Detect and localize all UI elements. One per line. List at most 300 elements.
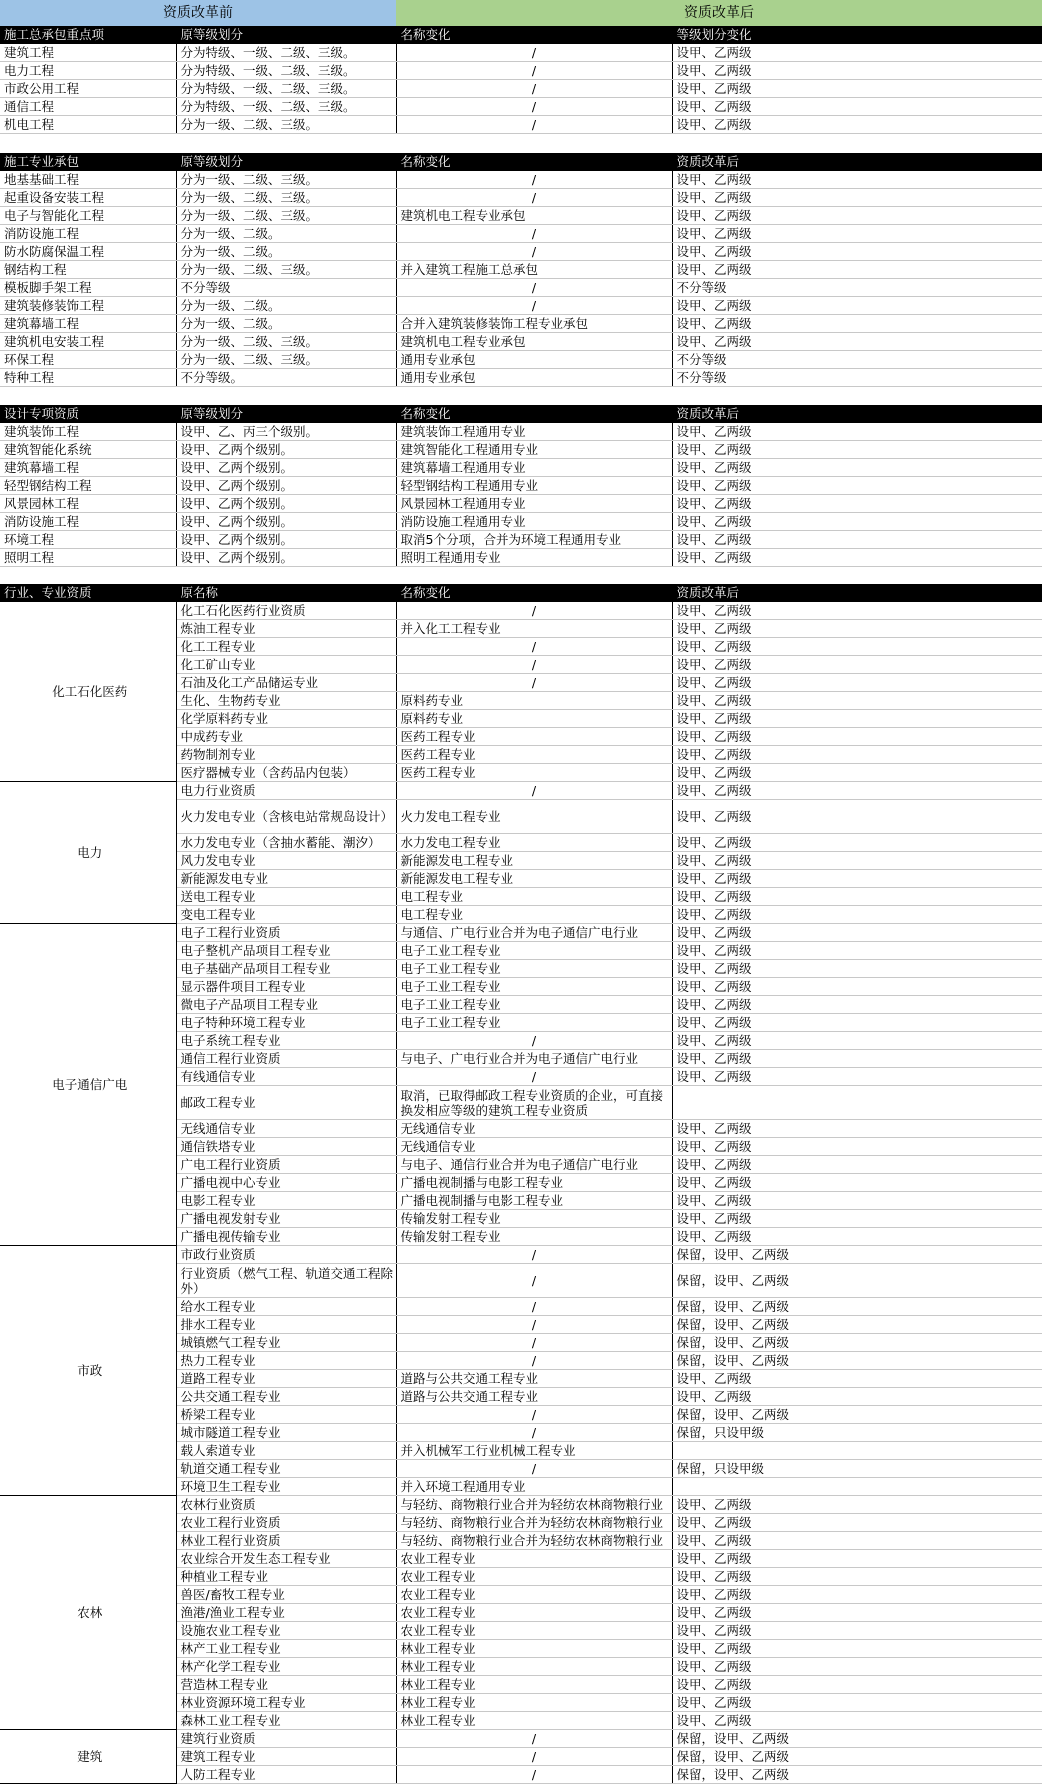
table-cell: / [396,656,672,674]
table-cell: 设甲、乙两级 [672,710,1042,728]
table-cell: 公共交通工程专业 [176,1388,396,1406]
table-cell: 环境卫生工程专业 [176,1478,396,1496]
table-cell: 设甲、乙两级 [672,62,1042,80]
table-cell: 风力发电专业 [176,852,396,870]
table-cell: 电子工业工程专业 [396,1014,672,1032]
table-cell: 设甲、乙两个级别。 [176,441,396,459]
table-cell: 设甲、乙两级 [672,1068,1042,1086]
table-cell: 消防设施工程 [0,225,176,243]
table-cell: 传输发射工程专业 [396,1228,672,1246]
table-cell: 设甲、乙两级 [672,978,1042,996]
table-cell: 设甲、乙两级 [672,1658,1042,1676]
table-cell: 通用专业承包 [396,351,672,369]
column-header: 原等级划分 [176,26,396,44]
table-row [0,189,1042,207]
header-row [0,26,1042,44]
table-cell: 广电工程行业资质 [176,1156,396,1174]
table-row [0,369,1042,387]
table-cell: 森林工业工程专业 [176,1712,396,1730]
table-cell: 设甲、乙两个级别。 [176,513,396,531]
top-header-bar [0,0,1042,26]
table-cell: / [396,171,672,189]
group-label: 建筑 [0,1730,176,1784]
table-cell [672,1478,1042,1496]
table-cell: 无线通信专业 [176,1120,396,1138]
table-cell: 建筑机电安装工程 [0,333,176,351]
group-label: 电子通信广电 [0,924,176,1246]
table-cell: 设甲、乙两级 [672,1514,1042,1532]
table-cell: 建筑机电工程专业承包 [396,207,672,225]
table-cell: 设甲、乙两级 [672,315,1042,333]
table-cell: 与轻纺、商物粮行业合并为轻纺农林商物粮行业 [396,1514,672,1532]
table-row [0,495,1042,513]
table-cell: 电工程专业 [396,906,672,924]
table-cell: / [396,116,672,134]
header-before: 资质改革前 [0,0,396,26]
table-cell: 电子工业工程专业 [396,978,672,996]
table-cell: 医疗器械专业（含药品内包装） [176,764,396,782]
table-cell: 送电工程专业 [176,888,396,906]
table-design-specialty [0,405,1042,567]
table-row [0,279,1042,297]
table-cell: 设甲、乙两级 [672,870,1042,888]
table-row [0,243,1042,261]
table-cell: 保留，设甲、乙两级 [672,1264,1042,1298]
table-cell: 保留，设甲、乙两级 [672,1352,1042,1370]
table-cell: 设甲、乙两级 [672,906,1042,924]
table-cell: 电子工业工程专业 [396,996,672,1014]
table-row [0,549,1042,567]
table-cell: 并入环境工程通用专业 [396,1478,672,1496]
table-cell: 设施农业工程专业 [176,1622,396,1640]
table-cell: / [396,44,672,62]
table-cell: 消防设施工程 [0,513,176,531]
table-cell: 设甲、乙两级 [672,728,1042,746]
table-cell: 广播电视中心专业 [176,1174,396,1192]
table-cell: 设甲、乙两个级别。 [176,495,396,513]
table-cell: 取消5个分项，合并为环境工程通用专业 [396,531,672,549]
table-cell: 保留，设甲、乙两级 [672,1730,1042,1748]
table-cell: 通信铁塔专业 [176,1138,396,1156]
table-cell: 保留，设甲、乙两级 [672,1334,1042,1352]
table-cell: 分为一级、二级、三级。 [176,171,396,189]
table-cell: 给水工程专业 [176,1298,396,1316]
table-cell: 分为一级、二级。 [176,243,396,261]
table-cell: 化工石化医药行业资质 [176,602,396,620]
table-cell: 设甲、乙两级 [672,441,1042,459]
table-cell: / [396,1406,672,1424]
table-cell: 不分等级 [176,279,396,297]
column-header: 名称变化 [396,153,672,171]
table-cell: 分为一级、二级、三级。 [176,333,396,351]
table-cell: 原料药专业 [396,710,672,728]
column-header: 资质改革后 [672,584,1042,602]
table-cell: 设甲、乙两级 [672,602,1042,620]
table-cell: 保留，设甲、乙两级 [672,1406,1042,1424]
table-row [0,1246,1042,1264]
table-cell: / [396,1352,672,1370]
table-cell: 设甲、乙两级 [672,1138,1042,1156]
table-cell: 林业资源环境工程专业 [176,1694,396,1712]
table-cell: 新能源发电专业 [176,870,396,888]
table-cell: 保留，设甲、乙两级 [672,1316,1042,1334]
table-cell: 建筑智能化系统 [0,441,176,459]
table-cell: 照明工程通用专业 [396,549,672,567]
table-cell: 分为特级、一级、二级、三级。 [176,44,396,62]
table-cell: 建筑装饰工程 [0,423,176,441]
table-cell: / [396,674,672,692]
table-cell: 设甲、乙两级 [672,1174,1042,1192]
table-row [0,1730,1042,1748]
table-cell: 水力发电专业（含抽水蓄能、潮汐） [176,834,396,852]
table-row [0,44,1042,62]
table-cell: 农业工程专业 [396,1550,672,1568]
column-header: 名称变化 [396,584,672,602]
table-row [0,80,1042,98]
table-cell: 与电子、通信行业合并为电子通信广电行业 [396,1156,672,1174]
table-cell: 设甲、乙两级 [672,924,1042,942]
table-cell: 显示器件项目工程专业 [176,978,396,996]
table-cell: 特种工程 [0,369,176,387]
table-cell: 中成药专业 [176,728,396,746]
table-cell: 设甲、乙、丙三个级别。 [176,423,396,441]
table-cell: 风景园林工程 [0,495,176,513]
table-cell: 化工工程专业 [176,638,396,656]
table-cell: 市政公用工程 [0,80,176,98]
table-row [0,207,1042,225]
table-cell: 林业工程专业 [396,1712,672,1730]
table-cell: 保留，设甲、乙两级 [672,1246,1042,1264]
table-cell: 环境工程 [0,531,176,549]
table-cell: 设甲、乙两级 [672,495,1042,513]
table-cell: 农业工程专业 [396,1622,672,1640]
table-cell: 渔港/渔业工程专业 [176,1604,396,1622]
table-cell: 设甲、乙两级 [672,189,1042,207]
table-cell: 林业工程行业资质 [176,1532,396,1550]
table-cell: 设甲、乙两级 [672,1228,1042,1246]
table-cell: 载人索道专业 [176,1442,396,1460]
table-cell: 地基基础工程 [0,171,176,189]
table-row [0,477,1042,495]
table-cell: 分为一级、二级、三级。 [176,116,396,134]
table-cell: 设甲、乙两级 [672,1640,1042,1658]
table-cell: 钢结构工程 [0,261,176,279]
table-cell: / [396,1032,672,1050]
table-cell: 设甲、乙两级 [672,996,1042,1014]
table-cell: 不分等级。 [176,369,396,387]
table-cell: 种植业工程专业 [176,1568,396,1586]
table-cell: / [396,1298,672,1316]
table-cell: 设甲、乙两级 [672,1370,1042,1388]
table-cell: 变电工程专业 [176,906,396,924]
table-cell: 电力行业资质 [176,782,396,800]
table-cell: 并入化工工程专业 [396,620,672,638]
table-cell: 电子工业工程专业 [396,942,672,960]
table-cell: 分为一级、二级、三级。 [176,207,396,225]
table-cell: 设甲、乙两个级别。 [176,549,396,567]
table-cell: 药物制剂专业 [176,746,396,764]
table-cell: 防水防腐保温工程 [0,243,176,261]
column-header: 原等级划分 [176,405,396,423]
table-cell: 设甲、乙两个级别。 [176,459,396,477]
table-cell: / [396,1748,672,1766]
table-cell: / [396,279,672,297]
table-cell: 林业工程专业 [396,1676,672,1694]
table-cell: / [396,1766,672,1784]
table-cell: 分为特级、一级、二级、三级。 [176,98,396,116]
table-cell: 不分等级 [672,279,1042,297]
table-cell: 轻型钢结构工程通用专业 [396,477,672,495]
table-row [0,513,1042,531]
table-industry-qualification [0,584,1042,1784]
table-cell: 设甲、乙两级 [672,531,1042,549]
table-cell: / [396,80,672,98]
table-row [0,441,1042,459]
table-cell: / [396,1316,672,1334]
table-cell: 设甲、乙两级 [672,960,1042,978]
table-cell: 电子与智能化工程 [0,207,176,225]
table-cell: 道路与公共交通工程专业 [396,1388,672,1406]
table-cell: 设甲、乙两个级别。 [176,477,396,495]
table-cell: 建筑装修装饰工程 [0,297,176,315]
table-cell: 新能源发电工程专业 [396,852,672,870]
table-cell: / [396,638,672,656]
table-cell: 取消，已取得邮政工程专业资质的企业，可直接换发相应等级的建筑工程专业资质 [396,1086,672,1120]
table-cell: 原料药专业 [396,692,672,710]
table-cell: 设甲、乙两级 [672,513,1042,531]
table-cell: 电子工业工程专业 [396,960,672,978]
table-cell: 分为一级、二级、三级。 [176,189,396,207]
table-cell: / [396,782,672,800]
table-cell: 设甲、乙两级 [672,656,1042,674]
column-header: 名称变化 [396,405,672,423]
table-cell: 微电子产品项目工程专业 [176,996,396,1014]
header-after: 资质改革后 [396,0,1042,26]
table-cell: 电子工程行业资质 [176,924,396,942]
table-cell: 设甲、乙两级 [672,638,1042,656]
table-cell: 无线通信专业 [396,1120,672,1138]
table-cell: 建筑智能化工程通用专业 [396,441,672,459]
table-cell: 设甲、乙两级 [672,1050,1042,1068]
table-cell: 保留，设甲、乙两级 [672,1748,1042,1766]
table-row [0,62,1042,80]
table-cell: 广播电视传输专业 [176,1228,396,1246]
table-cell: 电影工程专业 [176,1192,396,1210]
table-cell: 与通信、广电行业合并为电子通信广电行业 [396,924,672,942]
table-cell: / [396,1264,672,1298]
table-cell: 设甲、乙两级 [672,1604,1042,1622]
column-header: 资质改革后 [672,405,1042,423]
table-cell: 设甲、乙两级 [672,1032,1042,1050]
table-cell: 广播电视发射专业 [176,1210,396,1228]
table-cell: 照明工程 [0,549,176,567]
table-cell: 设甲、乙两级 [672,477,1042,495]
table-cell: 生化、生物药专业 [176,692,396,710]
table-cell: 广播电视制播与电影工程专业 [396,1192,672,1210]
table-cell: 起重设备安装工程 [0,189,176,207]
table-cell: 医药工程专业 [396,728,672,746]
table-cell: 与轻纺、商物粮行业合并为轻纺农林商物粮行业 [396,1532,672,1550]
table-cell: 火力发电工程专业 [396,800,672,834]
table-cell: 合并入建筑装修装饰工程专业承包 [396,315,672,333]
column-header: 名称变化 [396,26,672,44]
table-cell: 设甲、乙两级 [672,620,1042,638]
table-cell: 桥梁工程专业 [176,1406,396,1424]
table-cell: 电力工程 [0,62,176,80]
table-cell: 设甲、乙两级 [672,98,1042,116]
table-cell: / [396,1424,672,1442]
table-cell: / [396,1068,672,1086]
table-specialty-contracting [0,153,1042,387]
table-cell: 农业工程专业 [396,1586,672,1604]
table-cell: 市政行业资质 [176,1246,396,1264]
table-cell: 设甲、乙两级 [672,1586,1042,1604]
table-cell: 林产化学工程专业 [176,1658,396,1676]
table-cell: 消防设施工程通用专业 [396,513,672,531]
table-cell: 分为特级、一级、二级、三级。 [176,62,396,80]
table-cell: 不分等级 [672,369,1042,387]
table-cell: 设甲、乙两级 [672,746,1042,764]
table-cell: 设甲、乙两级 [672,1496,1042,1514]
table-cell: 设甲、乙两级 [672,116,1042,134]
table-cell: 模板脚手架工程 [0,279,176,297]
table-cell: 行业资质（燃气工程、轨道交通工程除外） [176,1264,396,1298]
table-cell: 风景园林工程通用专业 [396,495,672,513]
table-cell: 林产工业工程专业 [176,1640,396,1658]
table-cell: 建筑幕墙工程 [0,459,176,477]
table-cell: 设甲、乙两级 [672,782,1042,800]
table-row [0,116,1042,134]
table-cell: 电子整机产品项目工程专业 [176,942,396,960]
group-label: 农林 [0,1496,176,1730]
table-cell: 分为一级、二级。 [176,225,396,243]
table-cell: 设甲、乙两级 [672,297,1042,315]
table-cell: 设甲、乙两级 [672,171,1042,189]
column-header: 施工专业承包 [0,153,176,171]
column-header: 资质改革后 [672,153,1042,171]
column-header: 等级划分变化 [672,26,1042,44]
table-cell: 邮政工程专业 [176,1086,396,1120]
table-cell: 电子特种环境工程专业 [176,1014,396,1032]
table-cell: 电子基础产品项目工程专业 [176,960,396,978]
table-cell: 化学原料药专业 [176,710,396,728]
column-header: 设计专项资质 [0,405,176,423]
table-cell: 设甲、乙两级 [672,207,1042,225]
table-cell: 城市隧道工程专业 [176,1424,396,1442]
table-cell: 设甲、乙两级 [672,692,1042,710]
table-cell: 电工程专业 [396,888,672,906]
table-cell: 通信工程 [0,98,176,116]
table-cell: 设甲、乙两级 [672,1192,1042,1210]
table-cell: 设甲、乙两级 [672,423,1042,441]
table-cell: 医药工程专业 [396,764,672,782]
table-cell: 设甲、乙两个级别。 [176,531,396,549]
table-cell: 石油及化工产品储运专业 [176,674,396,692]
table-cell: 有线通信专业 [176,1068,396,1086]
column-header: 原等级划分 [176,153,396,171]
table-cell: 设甲、乙两级 [672,764,1042,782]
table-cell: 建筑幕墙工程 [0,315,176,333]
table-cell: 无线通信专业 [396,1138,672,1156]
table-row [0,423,1042,441]
table-cell: 水力发电工程专业 [396,834,672,852]
table-row [0,297,1042,315]
table-cell: 分为一级、二级、三级。 [176,261,396,279]
table-row [0,333,1042,351]
table-cell: / [396,243,672,261]
header-row [0,405,1042,423]
column-header: 行业、专业资质 [0,584,176,602]
table-cell: 环保工程 [0,351,176,369]
table-cell: 不分等级 [672,351,1042,369]
table-cell: 排水工程专业 [176,1316,396,1334]
table-cell: 设甲、乙两级 [672,1210,1042,1228]
table-cell: 机电工程 [0,116,176,134]
table-row [0,924,1042,942]
table-row [0,602,1042,620]
table-cell: 设甲、乙两级 [672,1712,1042,1730]
table-cell: 林业工程专业 [396,1640,672,1658]
table-cell: 林业工程专业 [396,1694,672,1712]
header-row [0,584,1042,602]
group-label: 化工石化医药 [0,602,176,782]
table-cell: 农业综合开发生态工程专业 [176,1550,396,1568]
table-cell: 通信工程行业资质 [176,1050,396,1068]
table-row [0,261,1042,279]
table-cell: / [396,1460,672,1478]
table-cell: 传输发射工程专业 [396,1210,672,1228]
table-cell: 建筑工程专业 [176,1748,396,1766]
table-cell: 城镇燃气工程专业 [176,1334,396,1352]
table-cell: 分为一级、二级、三级。 [176,351,396,369]
table-cell: 人防工程专业 [176,1766,396,1784]
table-cell: 分为特级、一级、二级、三级。 [176,80,396,98]
table-cell: 建筑幕墙工程通用专业 [396,459,672,477]
table-cell: 建筑行业资质 [176,1730,396,1748]
table-cell: 道路与公共交通工程专业 [396,1370,672,1388]
table-cell: 设甲、乙两级 [672,1388,1042,1406]
table-row [0,315,1042,333]
table-cell: / [396,297,672,315]
table-cell: 兽医/畜牧工程专业 [176,1586,396,1604]
table-cell: 电子系统工程专业 [176,1032,396,1050]
table-cell: 设甲、乙两级 [672,1676,1042,1694]
table-cell: 分为一级、二级。 [176,315,396,333]
table-cell: 火力发电专业（含核电站常规岛设计） [176,800,396,834]
table-row [0,531,1042,549]
table-cell: 设甲、乙两级 [672,800,1042,834]
table-cell: 通用专业承包 [396,369,672,387]
table-cell: 建筑工程 [0,44,176,62]
table-cell: 设甲、乙两级 [672,1156,1042,1174]
table-cell: / [396,189,672,207]
group-label: 市政 [0,1246,176,1496]
table-cell [672,1086,1042,1120]
table-cell: 保留，只设甲级 [672,1424,1042,1442]
table-cell: 设甲、乙两级 [672,44,1042,62]
table-cell: 轻型钢结构工程 [0,477,176,495]
table-cell: 农业工程行业资质 [176,1514,396,1532]
table-cell: 农林行业资质 [176,1496,396,1514]
table-cell: / [396,225,672,243]
table-cell: 设甲、乙两级 [672,1694,1042,1712]
table-cell: 轨道交通工程专业 [176,1460,396,1478]
table-general-contracting [0,26,1042,134]
table-cell: 炼油工程专业 [176,620,396,638]
table-cell: 设甲、乙两级 [672,80,1042,98]
table-cell: / [396,1334,672,1352]
table-cell: 农业工程专业 [396,1604,672,1622]
